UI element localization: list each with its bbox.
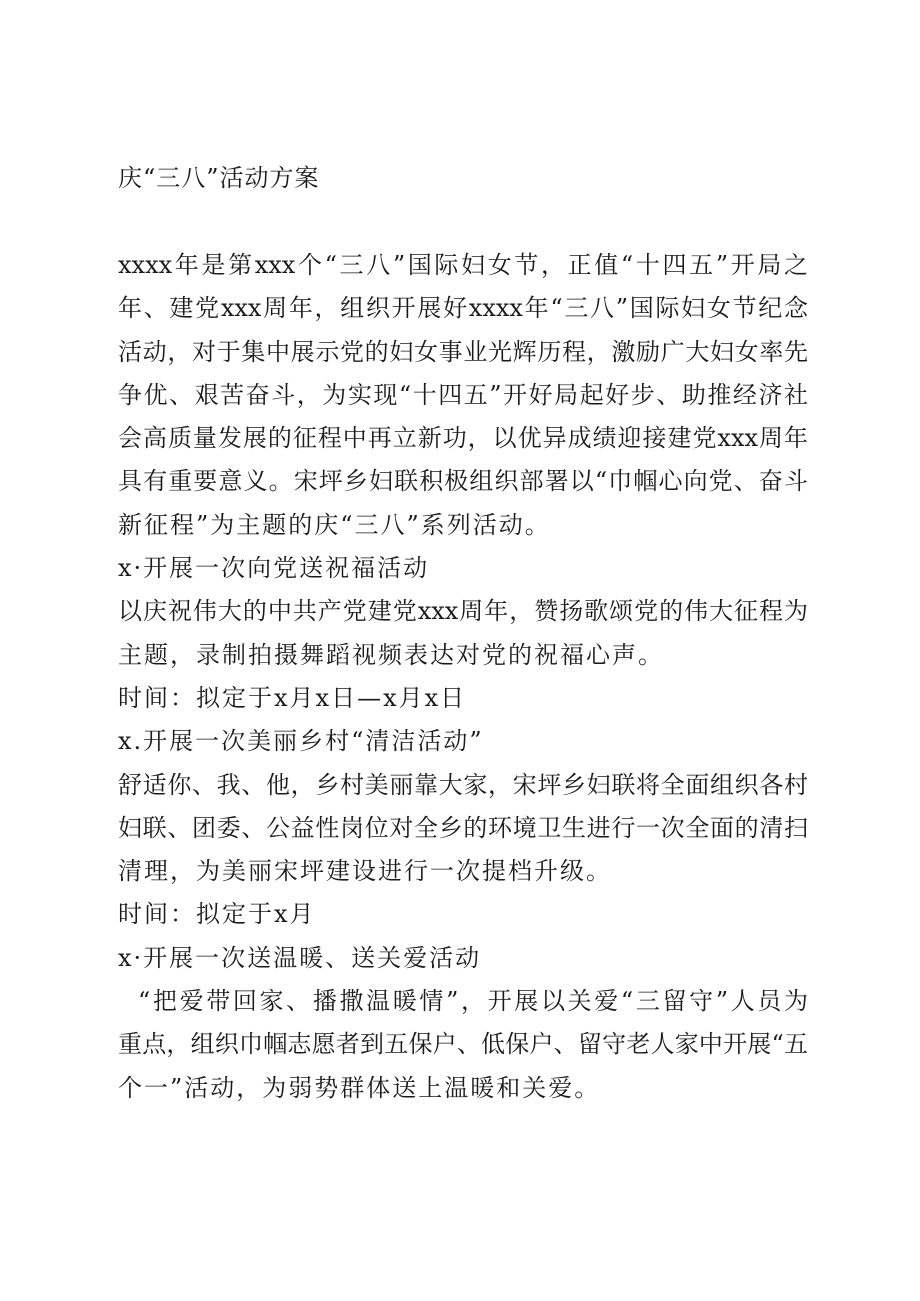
section-body-line: 以庆祝伟大的中共产党建党xxx周年，赞扬歌颂党的伟大征程为 <box>118 597 808 626</box>
section-heading: x·开展一次送温暖、送关爱活动 <box>118 943 482 972</box>
intro-line: 具有重要意义。宋坪乡妇联积极组织部署以“巾帼心向党、奋斗 <box>118 467 808 496</box>
section-body-line: 个一”活动，为弱势群体送上温暖和关爱。 <box>118 1073 601 1102</box>
document-title: 庆“三八”活动方案 <box>118 164 320 192</box>
section-body-line: 妇联、团委、公益性岗位对全乡的环境卫生进行一次全面的清扫 <box>118 813 808 842</box>
section-time: 时间：拟定于x月 <box>118 900 316 929</box>
section-body-line: 主题，录制拍摄舞蹈视频表达对党的祝福心声。 <box>118 640 664 669</box>
intro-line: 活动，对于集中展示党的妇女事业光辉历程，激励广大妇女率先 <box>118 337 808 366</box>
document-body <box>118 244 808 1110</box>
intro-line: 新征程”为主题的庆“三八”系列活动。 <box>118 510 551 539</box>
intro-line: 年、建党xxx周年，组织开展好xxxx年“三八”国际妇女节纪念 <box>118 294 808 323</box>
intro-line: 会高质量发展的征程中再立新功，以优异成绩迎接建党xxx周年 <box>118 424 808 453</box>
intro-line: 争优、艰苦奋斗，为实现“十四五”开好局起好步、助推经济社 <box>118 380 808 409</box>
section-time: 时间：拟定于x月x日—x月x日 <box>118 683 467 712</box>
section-body-line: “把爱带回家、播撒温暖情”，开展以关爱“三留守”人员为 <box>138 987 808 1016</box>
section-body-line: 舒适你、我、他，乡村美丽靠大家，宋坪乡妇联将全面组织各村 <box>118 770 808 799</box>
intro-line: xxxx年是第xxx个“三八”国际妇女节，正值“十四五”开局之 <box>118 251 808 279</box>
section-body-line: 重点，组织巾帼志愿者到五保户、低保户、留守老人家中开展“五 <box>118 1030 808 1059</box>
section-body-line: 清理，为美丽宋坪建设进行一次提档升级。 <box>118 857 612 886</box>
section-heading: x·开展一次向党送祝福活动 <box>118 554 430 583</box>
section-heading: x.开展一次美丽乡村“清洁活动” <box>118 727 484 756</box>
